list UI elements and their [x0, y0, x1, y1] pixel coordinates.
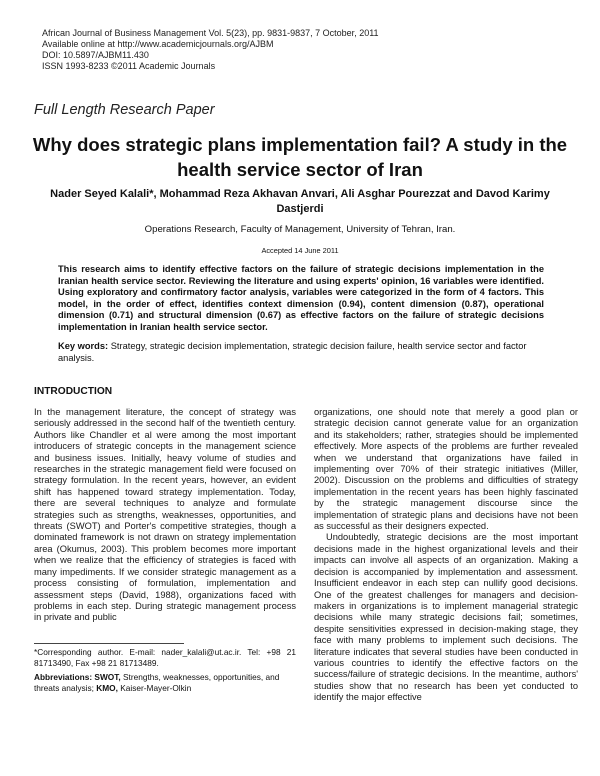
journal-availability: Available online at http://www.academicjournals.org/AJBM	[42, 39, 274, 49]
footnote-divider	[34, 643, 184, 644]
accepted-date: Accepted 14 June 2011	[261, 246, 339, 255]
right-column	[314, 407, 578, 704]
section-heading-introduction: INTRODUCTION	[34, 386, 113, 397]
abbrev-swot: SWOT,	[94, 672, 121, 682]
keywords	[58, 341, 544, 364]
abstract: This research aims to identify effective factors on the failure of strategic decisions implementation in the Iranian health service sector. Reviewing the literature and using experts' opinion, 16 variables were identified. Using exploratory and confirmatory factor analysis, variables were categorized in the form of 4 factors. This model, in the order of effect, identifies context dimension (0.94), content dimension (0.87), operational dimension (0.71) and structural dimension (0.67) as effective factors on the failure of strategic decisions implementation in Iranian health service sector.	[58, 264, 544, 332]
abbreviations-label: Abbreviations:	[34, 672, 93, 682]
abbrev-kmo-text: Kaiser-Mayer-Olkin	[120, 683, 192, 693]
journal-header	[42, 28, 379, 72]
left-column	[34, 407, 296, 624]
abbrev-swot-text: Strengths, weaknesses, opportunities, and threats analysis;	[34, 672, 280, 693]
paragraph: In the management literature, the concept of strategy was seriously addressed in the second half of the twentieth century. Authors like Chandler et al were among the most important introducers of strategic concepts in the management science and business issues. Initially, heavy volume of studies and researches in the strategic management field were focused on strategy formulation. In the recent years, however, an evident shift has happened toward strategy implementation. Today, there are several techniques to analyze and formulate strategies such as strengths, weaknesses, opportunities, and threats (SWOT) and Porter's competitive strategies, though a dominated framework is not drawn on strategy implementation area (Okumus, 2003). This problem becomes more important when we realize that the efficiency of strategies is faced with many impediments. If we consider strategic management as a process consisting of formulation, implementation and assessment steps (David, 1988), organizations faced with problems in each step. During strategic management process in private and public	[34, 407, 296, 623]
journal-doi: DOI: 10.5897/AJBM11.430	[42, 50, 149, 60]
journal-issn: ISSN 1993-8233 ©2011 Academic Journals	[42, 61, 216, 71]
keywords-text: Strategy, strategic decision implementation, strategic decision failure, health service sector and factor analysis.	[58, 341, 527, 363]
author-list: Nader Seyed Kalali*, Mohammad Reza Akhavan Anvari, Ali Asghar Pourezzat and Davod Karimy Dastjerdi	[50, 188, 550, 215]
paper-type-label: Full Length Research Paper	[34, 102, 215, 118]
journal-citation: African Journal of Business Management Vol. 5(23), pp. 9831-9837, 7 October, 2011	[42, 28, 379, 38]
corresponding-author-footnote: *Corresponding author. E-mail: nader_kalali@ut.ac.ir. Tel: +98 21 81713490, Fax +98 21 81713489.	[34, 647, 296, 668]
abbrev-kmo: KMO,	[96, 683, 118, 693]
abbreviations	[34, 672, 296, 694]
keywords-label: Key words:	[58, 341, 109, 351]
paragraph: Undoubtedly, strategic decisions are the most important decisions made in the highest organizational levels and their impacts can involve all aspects of an organization. Making a decision is accompanied by implementation and assessment. Insufficient endeavor in each step can nullify good decisions. One of the greatest challenges for managers and decision-makers in organizations is to implement managerial strategic decisions while many strategic decisions fail; sometimes, despite sensitivities expressed in decision-making stage, they face with many problems to implement such decisions. The literature indicates that several studies have been conducted in various countries to identify the effective factors on the success/failure of strategic decisions. In the meantime, authors' studies show that no research has been yet conducted to identify the major effective	[314, 532, 578, 703]
paper-title: Why does strategic plans implementation fail? A study in the health service sector of Iran	[32, 134, 568, 180]
paragraph: organizations, one should note that merely a good plan or strategic decision cannot generate value for an organization and its stakeholders; rather, strategies should be implemented effectively. More aspects of the problems are further revealed when we understand that organizations have failed in implementing over 70% of their strategic initiatives (Miller, 2002). Discussion on the problems and difficulties of strategy implementation in the recent years has been highly fascinated by the strategic management discourse since the implementation of strategic plans and decisions have not been as successful as their designers expected.	[314, 407, 578, 532]
affiliation: Operations Research, Faculty of Management, University of Tehran, Iran.	[144, 224, 456, 235]
